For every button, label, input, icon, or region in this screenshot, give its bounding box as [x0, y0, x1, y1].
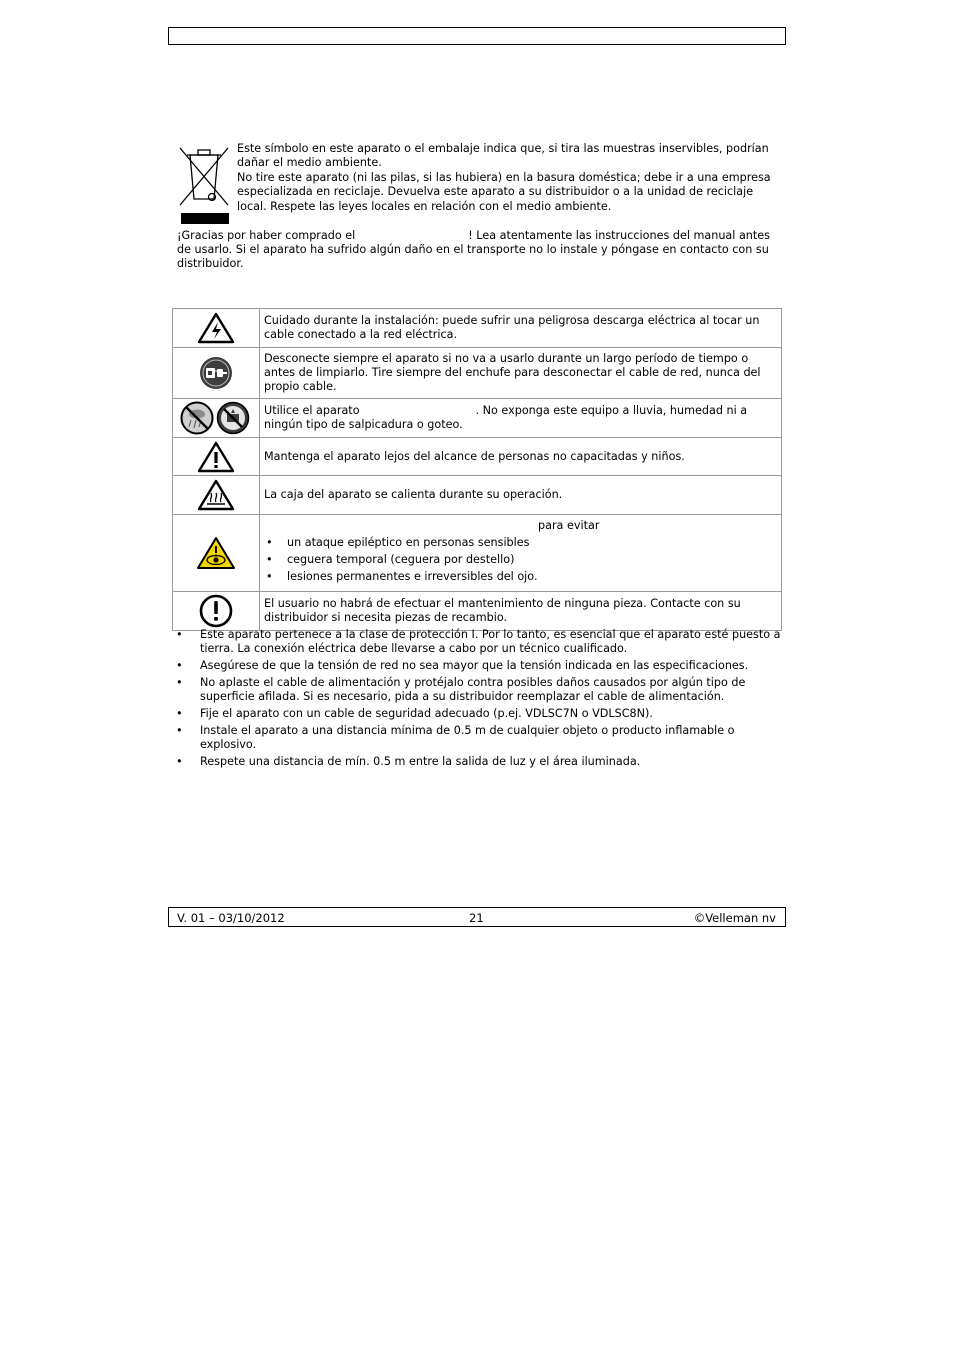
safety-text: Cuidado durante la instalación: puede sufrir una peligrosa descarga eléctrica al tocar un cable conectado a la red eléctrica.: [260, 309, 782, 348]
safety-text: Mantenga el aparato lejos del alcance de personas no capacitadas y niños.: [260, 438, 782, 476]
safety-text: Desconecte siempre el aparato si no va a usarlo durante un largo período de tiempo o antes de limpiarlo. Tire siempre del enchufe para desconectar el cable de red, nunca del propio cable.: [260, 348, 782, 399]
list-item: • ceguera temporal (ceguera por destello): [264, 553, 777, 567]
safety-row: [173, 438, 782, 476]
hot-surface-icon: [196, 478, 236, 512]
list-item: • un ataque epiléptico en personas sensibles: [264, 536, 777, 550]
safety-row: [173, 515, 782, 592]
exclamation-circle-icon: [198, 593, 234, 629]
safety-row: [173, 592, 782, 631]
list-item: • No aplaste el cable de alimentación y protéjalo contra posibles daños causados por algún tipo de superficie afilada. Si es necesario, pida a su distribuidor reemplazar el cable de alimentación.: [175, 676, 782, 704]
intro-part-2: ! Lea atentamente las instrucciones del manual antes de usarlo. Si el aparato ha sufrido algún daño en el transporte no lo instale y póngase en contacto con su distribuidor.: [177, 229, 770, 270]
list-item: • Asegúrese de que la tensión de red no sea mayor que la tensión indicada en las especificaciones.: [175, 659, 782, 673]
safety-text-moisture: [260, 399, 782, 438]
footer-copyright: ©Velleman nv: [693, 911, 776, 925]
weee-line-2: No tire este aparato (ni las pilas, si las hubiera) en la basura doméstica; debe ir a una empresa especializada en reciclaje. Devuelva este aparato a su distribuidor o a la unidad de reciclaje local. Respete las leyes locales en relación con el medio ambiente.: [237, 170, 771, 213]
no-rain-no-water-icon: [180, 401, 252, 435]
footer-version: V. 01 – 03/10/2012: [177, 911, 285, 925]
list-item: • Instale el aparato a una distancia mínima de 0.5 m de cualquier objeto o producto inflamable o explosivo.: [175, 724, 782, 752]
general-warning-icon: [196, 440, 236, 474]
laser-lead: para evitar: [538, 519, 600, 532]
safety-row: [173, 309, 782, 348]
safety-row: [173, 348, 782, 399]
intro-part-1: ¡Gracias por haber comprado el: [177, 229, 356, 242]
safety-row: [173, 476, 782, 515]
laser-risk-list: [264, 536, 777, 584]
list-item: • Fije el aparato con un cable de seguridad adecuado (p.ej. VDLSC7N o VDLSC8N).: [175, 707, 782, 721]
list-item: • Este aparato pertenece a la clase de protección I. Por lo tanto, es esencial que el aparato esté puesto a tierra. La conexión eléctrica debe llevarse a cabo por un técnico cualificado.: [175, 628, 782, 656]
safety-text-laser: [260, 515, 782, 592]
unplug-icon: [199, 356, 233, 390]
list-item: • lesiones permanentes e irreversibles del ojo.: [264, 570, 777, 584]
weee-notice: [237, 142, 782, 214]
header-box: [168, 27, 786, 45]
safety-text: El usuario no habrá de efectuar el mantenimiento de ninguna pieza. Contacte con su distribuidor si necesita piezas de recambio.: [260, 592, 782, 631]
list-item: • Respete una distancia de mín. 0.5 m entre la salida de luz y el área iluminada.: [175, 755, 782, 769]
safety-text-b: . No exponga este equipo a lluvia, humedad ni a ningún tipo de salpicadura o goteo.: [264, 404, 748, 431]
electric-shock-warning-icon: [196, 311, 236, 345]
weee-crossed-bin-icon: [176, 143, 232, 225]
safety-guidelines-list: [175, 628, 782, 772]
page-footer: [168, 907, 786, 927]
safety-row: [173, 399, 782, 438]
safety-symbols-table: [172, 308, 782, 631]
laser-eye-warning-icon: [195, 535, 237, 571]
weee-line-1: Este símbolo en este aparato o el embalaje indica que, si tira las muestras inservibles, podrían dañar el medio ambiente.: [237, 142, 769, 170]
safety-text-a: Utilice el aparato: [264, 404, 360, 417]
intro-paragraph: [177, 229, 777, 271]
footer-page-number: 21: [469, 911, 484, 925]
safety-text: La caja del aparato se calienta durante su operación.: [260, 476, 782, 515]
